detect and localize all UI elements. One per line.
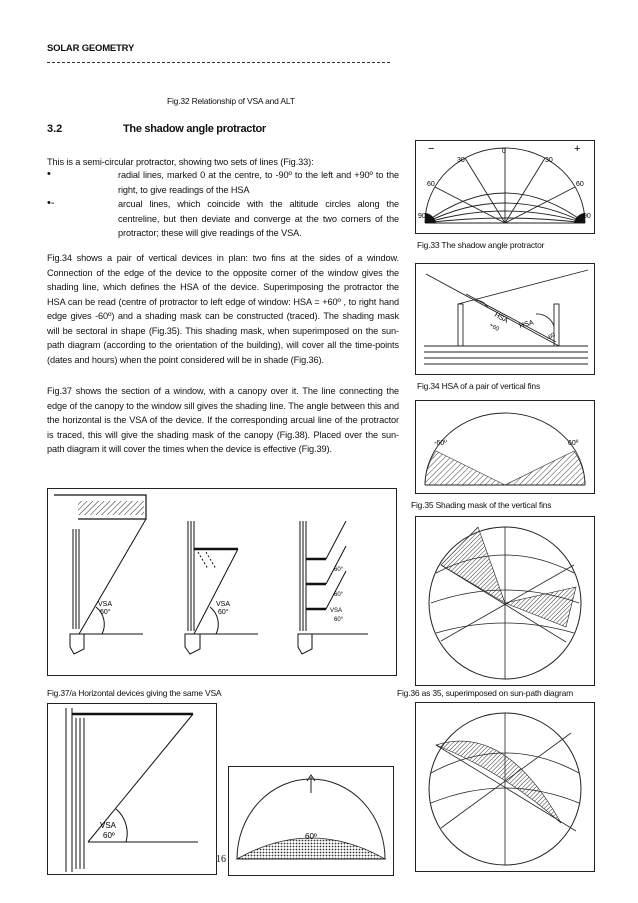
- fig37a-horizontal-devices: [47, 488, 397, 676]
- angle-label-b: 60°: [334, 592, 344, 598]
- header-rule: [47, 62, 390, 63]
- hsa-label-1: HSA: [493, 311, 509, 325]
- fig35-caption: Fig.35 Shading mask of the vertical fins: [411, 500, 552, 510]
- vsa-label-1: VSA: [98, 601, 113, 608]
- paragraph-fig37: Fig.37 shows the section of a window, with a canopy over it. The line connecting the edge of the canopy to the window sill gives the shading line. The angle between this and the horizontal is the VSA of the device. If the corresponding arcual line of the protractor is traced, this will give the shading mask of the canopy (Fig.38). Placed over the sun-path diagram it will cover the times when the device is effective (Fig.39).: [47, 386, 399, 454]
- fig33-protractor: [415, 140, 595, 234]
- label-left-90: 90: [418, 213, 426, 220]
- bullet-text-1: radial lines, marked 0 at the centre, to -90º to the left and +90º to the right, to give readings of the HSA: [118, 170, 399, 195]
- fig36-caption: Fig.36 as 35, superimposed on sun-path diagram: [397, 688, 574, 698]
- running-header: SOLAR GEOMETRY: [47, 43, 135, 54]
- mask-60-label: 60º: [305, 832, 317, 841]
- angle-label-a: 60°: [334, 567, 344, 573]
- section-number: 3.2: [47, 123, 63, 135]
- page-number: 16: [216, 854, 226, 865]
- fig35-shading-mask: [415, 400, 595, 494]
- fig38-canopy-mask: [228, 766, 394, 876]
- fig32-caption: Fig.32 Relationship of VSA and ALT: [167, 96, 295, 106]
- minus-sign: −: [428, 143, 435, 155]
- vsa-label-2: VSA: [216, 601, 231, 608]
- vsa-label-3: VSA: [330, 608, 343, 614]
- section-title: The shadow angle protractor: [123, 123, 266, 135]
- paragraph-fig34: Fig.34 shows a pair of vertical devices in plan: two fins at the sides of a window. Connection of the edge of the device to the opposite corner of the window gives the shading line, which defines the HSA of the device. Superimposing the protractor the HSA can be read (centre of protractor to left edge of window: HSA = +60º , to right hand edge gives -60º) and a shading mask can be constructed (traced). The shading mask will be sectoral in shape (Fig.35). This shading mask, when superimposed on the sun-path diagram (according to the orientation of the building), will cover all the time-points (dates and hours) when the point considered will be in shade (Fig.36).: [47, 253, 399, 365]
- label-left-60: 60: [427, 181, 435, 188]
- plus-sign: +: [574, 143, 581, 155]
- label-0: 0: [502, 148, 506, 155]
- fig36-sunpath-overlay: [415, 516, 595, 686]
- hsa-label-2: HSA: [518, 319, 535, 330]
- bullet-marker-1: •: [47, 168, 51, 180]
- fig34-caption: Fig.34 HSA of a pair of vertical fins: [417, 381, 540, 391]
- vsa-label-canopy: VSA: [100, 821, 117, 830]
- minus60-label: -60: [546, 332, 557, 342]
- fig37b-canopy-section: [47, 703, 217, 875]
- angle-label-c: 60°: [334, 617, 344, 623]
- deg-label-2: 60°: [218, 609, 229, 616]
- label-right-90: 90: [583, 213, 591, 220]
- plus60-label: +60: [488, 322, 500, 333]
- label-right-60: 60: [576, 181, 584, 188]
- deg-label-canopy: 60º: [103, 831, 115, 840]
- fig39-sunpath-canopy: [415, 702, 595, 872]
- fig33-caption: Fig.33 The shadow angle protractor: [417, 240, 545, 250]
- bullet-marker-2: •-: [47, 197, 55, 209]
- label-right-30: 30: [545, 157, 553, 164]
- bullet-text-2: arcual lines, which coincide with the altitude circles along the centreline, but then deviate and converge at the two corners of the protractor; these will give readings of the VSA.: [118, 199, 399, 238]
- deg-label-1: 60°: [100, 609, 111, 616]
- fig37a-caption: Fig.37/a Horizontal devices giving the same VSA: [47, 688, 222, 698]
- intro-text: This is a semi-circular protractor, showing two sets of lines (Fig.33):: [47, 157, 314, 167]
- mask-right-label: 60º: [568, 440, 579, 447]
- mask-left-label: -60º: [434, 440, 447, 447]
- fig34-fins-plan: [415, 263, 595, 375]
- label-left-30: 30: [457, 157, 465, 164]
